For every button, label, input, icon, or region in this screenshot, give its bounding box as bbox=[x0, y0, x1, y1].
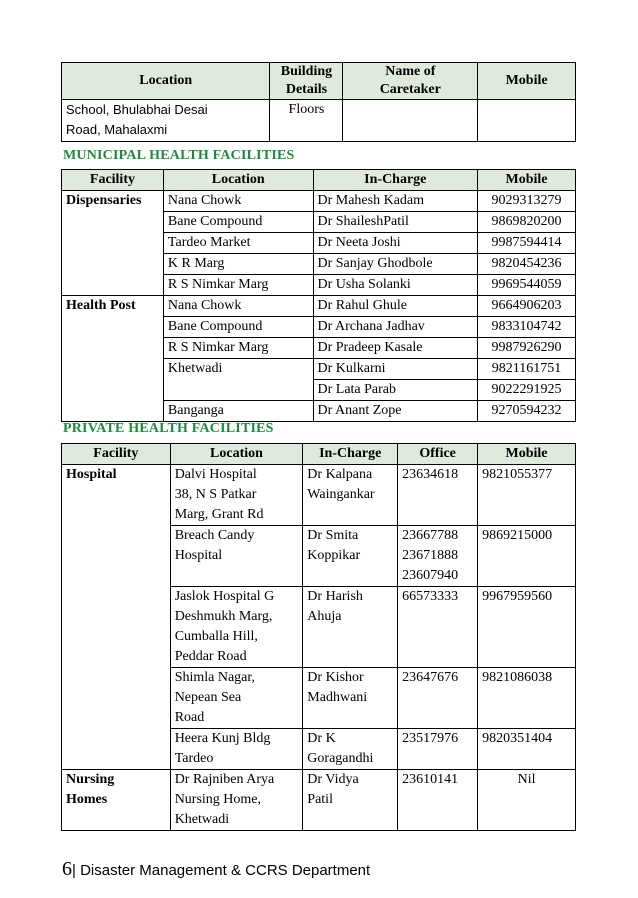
cell-mobile: Nil bbox=[478, 770, 576, 831]
header-mobile: Mobile bbox=[478, 63, 576, 100]
cell-location: Bane Compound bbox=[163, 212, 313, 233]
cell-incharge: Dr Archana Jadhav bbox=[313, 317, 478, 338]
cell-incharge: Dr Vidya Patil bbox=[303, 770, 398, 831]
cell-mobile: 9833104742 bbox=[478, 317, 576, 338]
facility-health-post: Health Post bbox=[62, 296, 164, 422]
cell-caretaker bbox=[343, 100, 478, 142]
footer-text: Disaster Management & CCRS Department bbox=[80, 862, 371, 879]
header-location: Location bbox=[62, 63, 270, 100]
cell-mobile: 9022291925 bbox=[478, 380, 576, 401]
cell-mobile bbox=[478, 100, 576, 142]
header-building-details: Building Details bbox=[270, 63, 343, 100]
cell-incharge: Dr Sanjay Ghodbole bbox=[313, 254, 478, 275]
cell-location: Heera Kunj Bldg Tardeo bbox=[170, 729, 303, 770]
cell-incharge: Dr Harish Ahuja bbox=[303, 587, 398, 668]
cell-location: Shimla Nagar, Nepean Sea Road bbox=[170, 668, 303, 729]
cell-mobile: 9987926290 bbox=[478, 338, 576, 359]
cell-building: Floors bbox=[270, 100, 343, 142]
cell-mobile: 9820351404 bbox=[478, 729, 576, 770]
cell-location: Breach Candy Hospital bbox=[170, 526, 303, 587]
cell-office: 23517976 bbox=[398, 729, 478, 770]
table-row bbox=[62, 770, 576, 831]
header-facility: Facility bbox=[62, 170, 164, 191]
cell-mobile: 9969544059 bbox=[478, 275, 576, 296]
header-incharge: In-Charge bbox=[313, 170, 478, 191]
cell-incharge: Dr Anant Zope bbox=[313, 401, 478, 422]
table-row bbox=[62, 100, 576, 142]
footer-separator: | bbox=[72, 862, 76, 879]
cell-location: Jaslok Hospital G Deshmukh Marg, Cumballa Hill, Peddar Road bbox=[170, 587, 303, 668]
cell-mobile: 9821055377 bbox=[478, 465, 576, 526]
cell-incharge: Dr Kalpana Waingankar bbox=[303, 465, 398, 526]
cell-office: 23610141 bbox=[398, 770, 478, 831]
header-location: Location bbox=[170, 444, 303, 465]
cell-location: R S Nimkar Marg bbox=[163, 275, 313, 296]
header-mobile: Mobile bbox=[478, 170, 576, 191]
municipal-section-title: MUNICIPAL HEALTH FACILITIES bbox=[63, 148, 295, 163]
table-header-row bbox=[62, 63, 576, 100]
cell-incharge: Dr Pradeep Kasale bbox=[313, 338, 478, 359]
cell-location: Nana Chowk bbox=[163, 296, 313, 317]
cell-mobile: 9270594232 bbox=[478, 401, 576, 422]
cell-incharge: Dr Usha Solanki bbox=[313, 275, 478, 296]
cell-mobile: 9869215000 bbox=[478, 526, 576, 587]
header-mobile: Mobile bbox=[478, 444, 576, 465]
header-office: Office bbox=[398, 444, 478, 465]
caretaker-table bbox=[61, 62, 576, 142]
cell-mobile: 9987594414 bbox=[478, 233, 576, 254]
cell-incharge: Dr Kulkarni bbox=[313, 359, 478, 380]
cell-location: R S Nimkar Marg bbox=[163, 338, 313, 359]
cell-location: Khetwadi bbox=[163, 359, 313, 401]
cell-location: Bane Compound bbox=[163, 317, 313, 338]
facility-dispensaries: Dispensaries bbox=[62, 191, 164, 296]
cell-location: Dr Rajniben Arya Nursing Home, Khetwadi bbox=[170, 770, 303, 831]
cell-mobile: 9967959560 bbox=[478, 587, 576, 668]
table-header-row bbox=[62, 444, 576, 465]
cell-incharge: Dr Kishor Madhwani bbox=[303, 668, 398, 729]
cell-location: K R Marg bbox=[163, 254, 313, 275]
cell-incharge: Dr K Goragandhi bbox=[303, 729, 398, 770]
private-section-title: PRIVATE HEALTH FACILITIES bbox=[63, 421, 274, 436]
header-facility: Facility bbox=[62, 444, 171, 465]
table-header-row bbox=[62, 170, 576, 191]
cell-location: Nana Chowk bbox=[163, 191, 313, 212]
cell-mobile: 9820454236 bbox=[478, 254, 576, 275]
table-row bbox=[62, 191, 576, 212]
cell-incharge: Dr ShaileshPatil bbox=[313, 212, 478, 233]
table-row bbox=[62, 465, 576, 526]
header-location: Location bbox=[163, 170, 313, 191]
cell-incharge: Dr Neeta Joshi bbox=[313, 233, 478, 254]
cell-mobile: 9821161751 bbox=[478, 359, 576, 380]
cell-office: 23667788 23671888 23607940 bbox=[398, 526, 478, 587]
municipal-table bbox=[61, 169, 576, 422]
cell-location: Banganga bbox=[163, 401, 313, 422]
cell-office: 23634618 bbox=[398, 465, 478, 526]
facility-hospital: Hospital bbox=[62, 465, 171, 770]
cell-mobile: 9664906203 bbox=[478, 296, 576, 317]
cell-location: School, Bhulabhai Desai Road, Mahalaxmi bbox=[62, 100, 270, 142]
cell-office: 23647676 bbox=[398, 668, 478, 729]
cell-location: Dalvi Hospital 38, N S Patkar Marg, Grant Rd bbox=[170, 465, 303, 526]
cell-incharge: Dr Rahul Ghule bbox=[313, 296, 478, 317]
table-row bbox=[62, 296, 576, 317]
facility-nursing-homes: Nursing Homes bbox=[62, 770, 171, 831]
private-table bbox=[61, 443, 576, 831]
page-number: 6 bbox=[62, 858, 72, 880]
page-footer bbox=[62, 858, 370, 881]
header-incharge: In-Charge bbox=[303, 444, 398, 465]
cell-incharge: Dr Lata Parab bbox=[313, 380, 478, 401]
cell-mobile: 9869820200 bbox=[478, 212, 576, 233]
cell-office: 66573333 bbox=[398, 587, 478, 668]
header-caretaker: Name of Caretaker bbox=[343, 63, 478, 100]
cell-incharge: Dr Mahesh Kadam bbox=[313, 191, 478, 212]
cell-mobile: 9821086038 bbox=[478, 668, 576, 729]
cell-incharge: Dr Smita Koppikar bbox=[303, 526, 398, 587]
cell-location: Tardeo Market bbox=[163, 233, 313, 254]
cell-mobile: 9029313279 bbox=[478, 191, 576, 212]
